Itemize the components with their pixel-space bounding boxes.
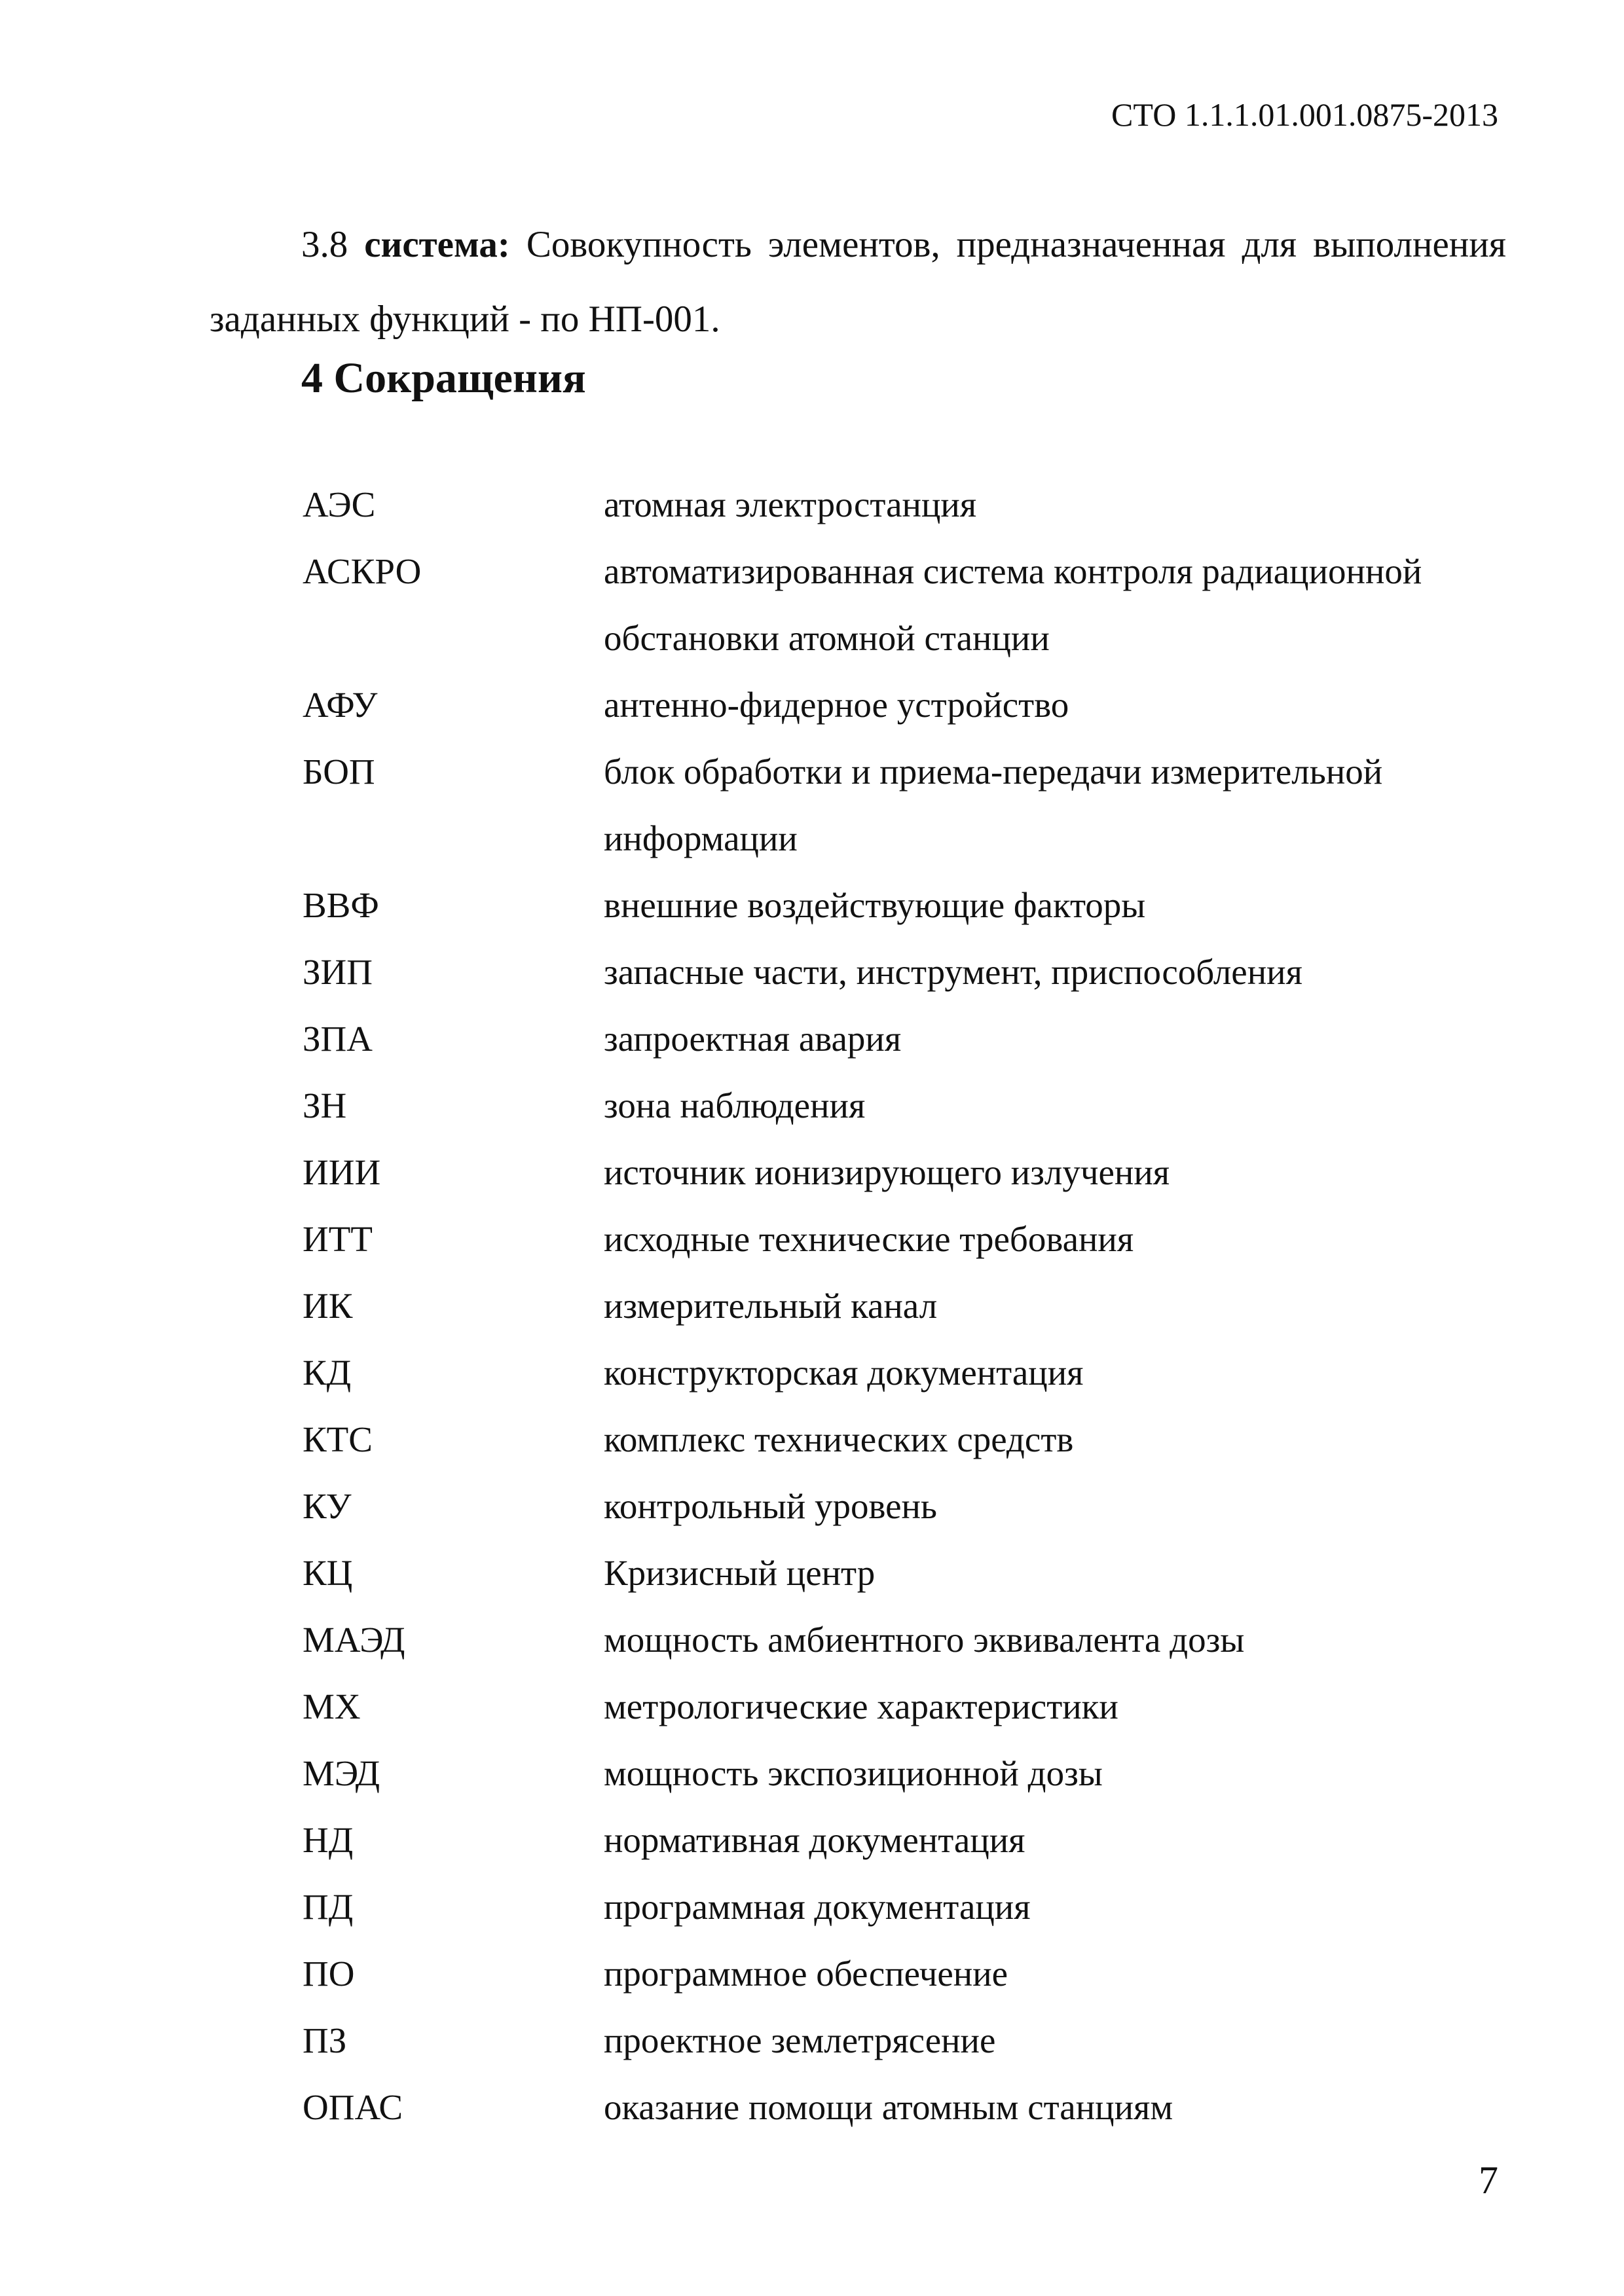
abbreviation-row xyxy=(303,1941,1507,2007)
abbreviation-row xyxy=(303,1607,1507,1673)
abbreviation-definition: зона наблюдения xyxy=(604,1085,866,1125)
abbreviation-definition: автоматизированная система контроля радиационной обстановки атомной станции xyxy=(604,551,1422,658)
abbreviation-row xyxy=(303,1406,1507,1473)
abbreviation-row xyxy=(303,1206,1507,1273)
abbreviation-row xyxy=(303,1006,1507,1072)
abbreviation-row xyxy=(303,1740,1507,1807)
abbreviation-definition: оказание помощи атомным станциям xyxy=(604,2087,1173,2127)
clause-3-8 xyxy=(210,208,1506,357)
clause-term: система: xyxy=(364,224,510,265)
abbreviation-definition: запасные части, инструмент, приспособления xyxy=(604,952,1302,992)
abbreviation-definition: измерительный канал xyxy=(604,1286,938,1326)
abbreviation-row xyxy=(303,738,1507,872)
abbreviation-row xyxy=(303,1339,1507,1406)
abbreviation-definition: метрологические характеристики xyxy=(604,1686,1118,1726)
abbreviation-definition: Кризисный центр xyxy=(604,1553,876,1593)
abbreviation-term: КУ xyxy=(303,1486,352,1526)
abbreviation-term: КД xyxy=(303,1353,352,1393)
abbreviation-row xyxy=(303,872,1507,939)
document-code: СТО 1.1.1.01.001.0875-2013 xyxy=(1111,96,1498,133)
abbreviation-row xyxy=(303,471,1507,538)
abbreviation-row xyxy=(303,1139,1507,1206)
abbreviation-term: АЭС xyxy=(303,484,376,524)
abbreviation-term: ИТТ xyxy=(303,1219,373,1259)
abbreviation-term: ПД xyxy=(303,1887,354,1927)
abbreviation-term: КТС xyxy=(303,1419,373,1459)
abbreviation-term: АСКРО xyxy=(303,551,422,591)
abbreviation-row xyxy=(303,1273,1507,1339)
abbreviation-term: ЗПА xyxy=(303,1019,373,1059)
abbreviation-definition: нормативная документация xyxy=(604,1820,1025,1860)
abbreviation-definition: мощность амбиентного эквивалента дозы xyxy=(604,1620,1245,1660)
clause-definition: Совокупность элементов, предназначенная для выполнения заданных функций - по НП-001. xyxy=(210,224,1507,340)
abbreviation-list xyxy=(303,471,1507,2141)
abbreviation-row xyxy=(303,672,1507,738)
abbreviation-term: ПЗ xyxy=(303,2020,347,2060)
abbreviation-definition: атомная электростанция xyxy=(604,484,977,524)
abbreviation-definition: источник ионизирующего излучения xyxy=(604,1152,1170,1192)
abbreviation-row xyxy=(303,538,1507,672)
abbreviation-definition: блок обработки и приема-передачи измерительной информации xyxy=(604,752,1383,858)
abbreviation-row xyxy=(303,1874,1507,1941)
abbreviation-term: ПО xyxy=(303,1954,355,1994)
abbreviation-term: ВВФ xyxy=(303,885,379,925)
abbreviation-definition: проектное землетрясение xyxy=(604,2020,996,2060)
abbreviation-definition: контрольный уровень xyxy=(604,1486,938,1526)
abbreviation-definition: программная документация xyxy=(604,1887,1031,1927)
abbreviation-term: КЦ xyxy=(303,1553,353,1593)
abbreviation-term: ОПАС xyxy=(303,2087,403,2127)
abbreviation-row xyxy=(303,1807,1507,1874)
abbreviation-term: ИК xyxy=(303,1286,353,1326)
abbreviation-definition: исходные технические требования xyxy=(604,1219,1134,1259)
abbreviation-row xyxy=(303,2007,1507,2074)
abbreviation-row xyxy=(303,1473,1507,1540)
abbreviation-term: БОП xyxy=(303,752,375,792)
abbreviation-term: МХ xyxy=(303,1686,361,1726)
abbreviation-row xyxy=(303,1673,1507,1740)
abbreviation-definition: конструкторская документация xyxy=(604,1353,1084,1393)
abbreviation-definition: антенно-фидерное устройство xyxy=(604,685,1069,725)
abbreviation-definition: внешние воздействующие факторы xyxy=(604,885,1146,925)
abbreviation-row xyxy=(303,2074,1507,2141)
clause-number: 3.8 xyxy=(301,224,348,265)
page-number: 7 xyxy=(1479,2159,1498,2202)
abbreviation-term: ИИИ xyxy=(303,1152,381,1192)
abbreviation-term: ЗИП xyxy=(303,952,373,992)
abbreviation-term: АФУ xyxy=(303,685,378,725)
abbreviation-definition: мощность экспозиционной дозы xyxy=(604,1753,1103,1793)
abbreviation-term: ЗН xyxy=(303,1085,347,1125)
abbreviation-term: МЭД xyxy=(303,1753,380,1793)
abbreviation-definition: комплекс технических средств xyxy=(604,1419,1074,1459)
section-heading: 4 Сокращения xyxy=(301,354,586,402)
abbreviation-row xyxy=(303,1540,1507,1607)
abbreviation-term: НД xyxy=(303,1820,354,1860)
abbreviation-row xyxy=(303,1072,1507,1139)
abbreviation-definition: запроектная авария xyxy=(604,1019,902,1059)
abbreviation-row xyxy=(303,939,1507,1006)
abbreviation-term: МАЭД xyxy=(303,1620,405,1660)
abbreviation-definition: программное обеспечение xyxy=(604,1954,1008,1994)
